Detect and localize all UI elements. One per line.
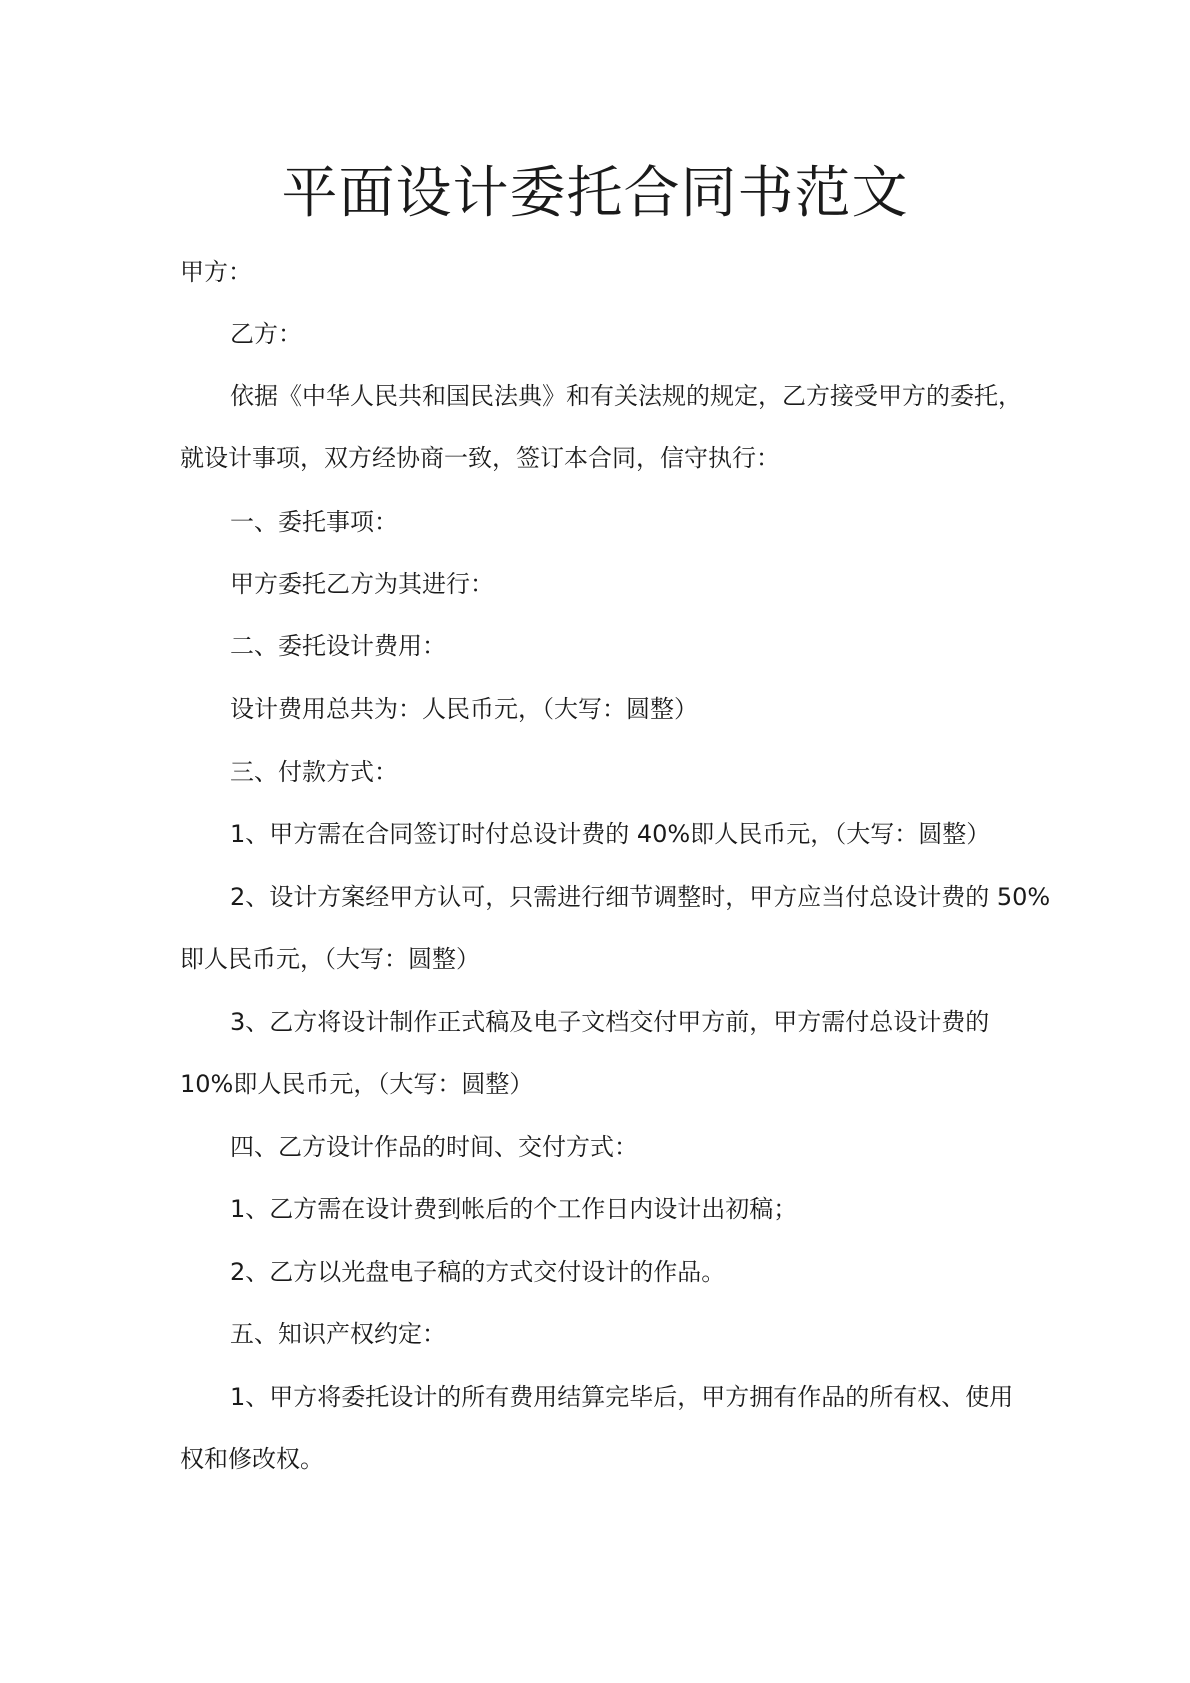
delivery-item-2: 2、乙方以光盘电子稿的方式交付设计的作品。 bbox=[230, 1258, 726, 1286]
payment-item-2-line-2: 即人民币元，（大写：圆整） bbox=[180, 945, 480, 973]
section-3-heading: 三、付款方式： bbox=[230, 758, 398, 786]
ip-item-1-line-2: 权和修改权。 bbox=[180, 1445, 324, 1473]
party-b-line: 乙方： bbox=[230, 320, 302, 348]
payment-item-2-line-1: 2、设计方案经甲方认可，只需进行细节调整时，甲方应当付总设计费的 50% bbox=[230, 883, 1051, 911]
document-title: 平面设计委托合同书范文 bbox=[281, 161, 909, 226]
section-2-text: 设计费用总共为：人民币元，（大写：圆整） bbox=[230, 695, 698, 723]
ip-item-1-line-1: 1、甲方将委托设计的所有费用结算完毕后，甲方拥有作品的所有权、使用 bbox=[230, 1383, 1014, 1411]
payment-item-1: 1、甲方需在合同签订时付总设计费的 40%即人民币元，（大写：圆整） bbox=[230, 820, 991, 848]
delivery-item-1: 1、乙方需在设计费到帐后的个工作日内设计出初稿； bbox=[230, 1195, 798, 1223]
preamble-line-2: 就设计事项，双方经协商一致，签订本合同，信守执行： bbox=[180, 444, 780, 472]
payment-item-3-line-1: 3、乙方将设计制作正式稿及电子文档交付甲方前，甲方需付总设计费的 bbox=[230, 1008, 990, 1036]
section-1-heading: 一、委托事项： bbox=[230, 508, 398, 536]
preamble-line-1: 依据《中华人民共和国民法典》和有关法规的规定，乙方接受甲方的委托， bbox=[230, 382, 1022, 410]
section-2-heading: 二、委托设计费用： bbox=[230, 632, 446, 660]
section-5-heading: 五、知识产权约定： bbox=[230, 1320, 446, 1348]
section-1-text: 甲方委托乙方为其进行： bbox=[230, 570, 494, 598]
section-4-heading: 四、乙方设计作品的时间、交付方式： bbox=[230, 1133, 638, 1161]
payment-item-3-line-2: 10%即人民币元，（大写：圆整） bbox=[180, 1070, 534, 1098]
party-a-line: 甲方： bbox=[180, 258, 252, 286]
